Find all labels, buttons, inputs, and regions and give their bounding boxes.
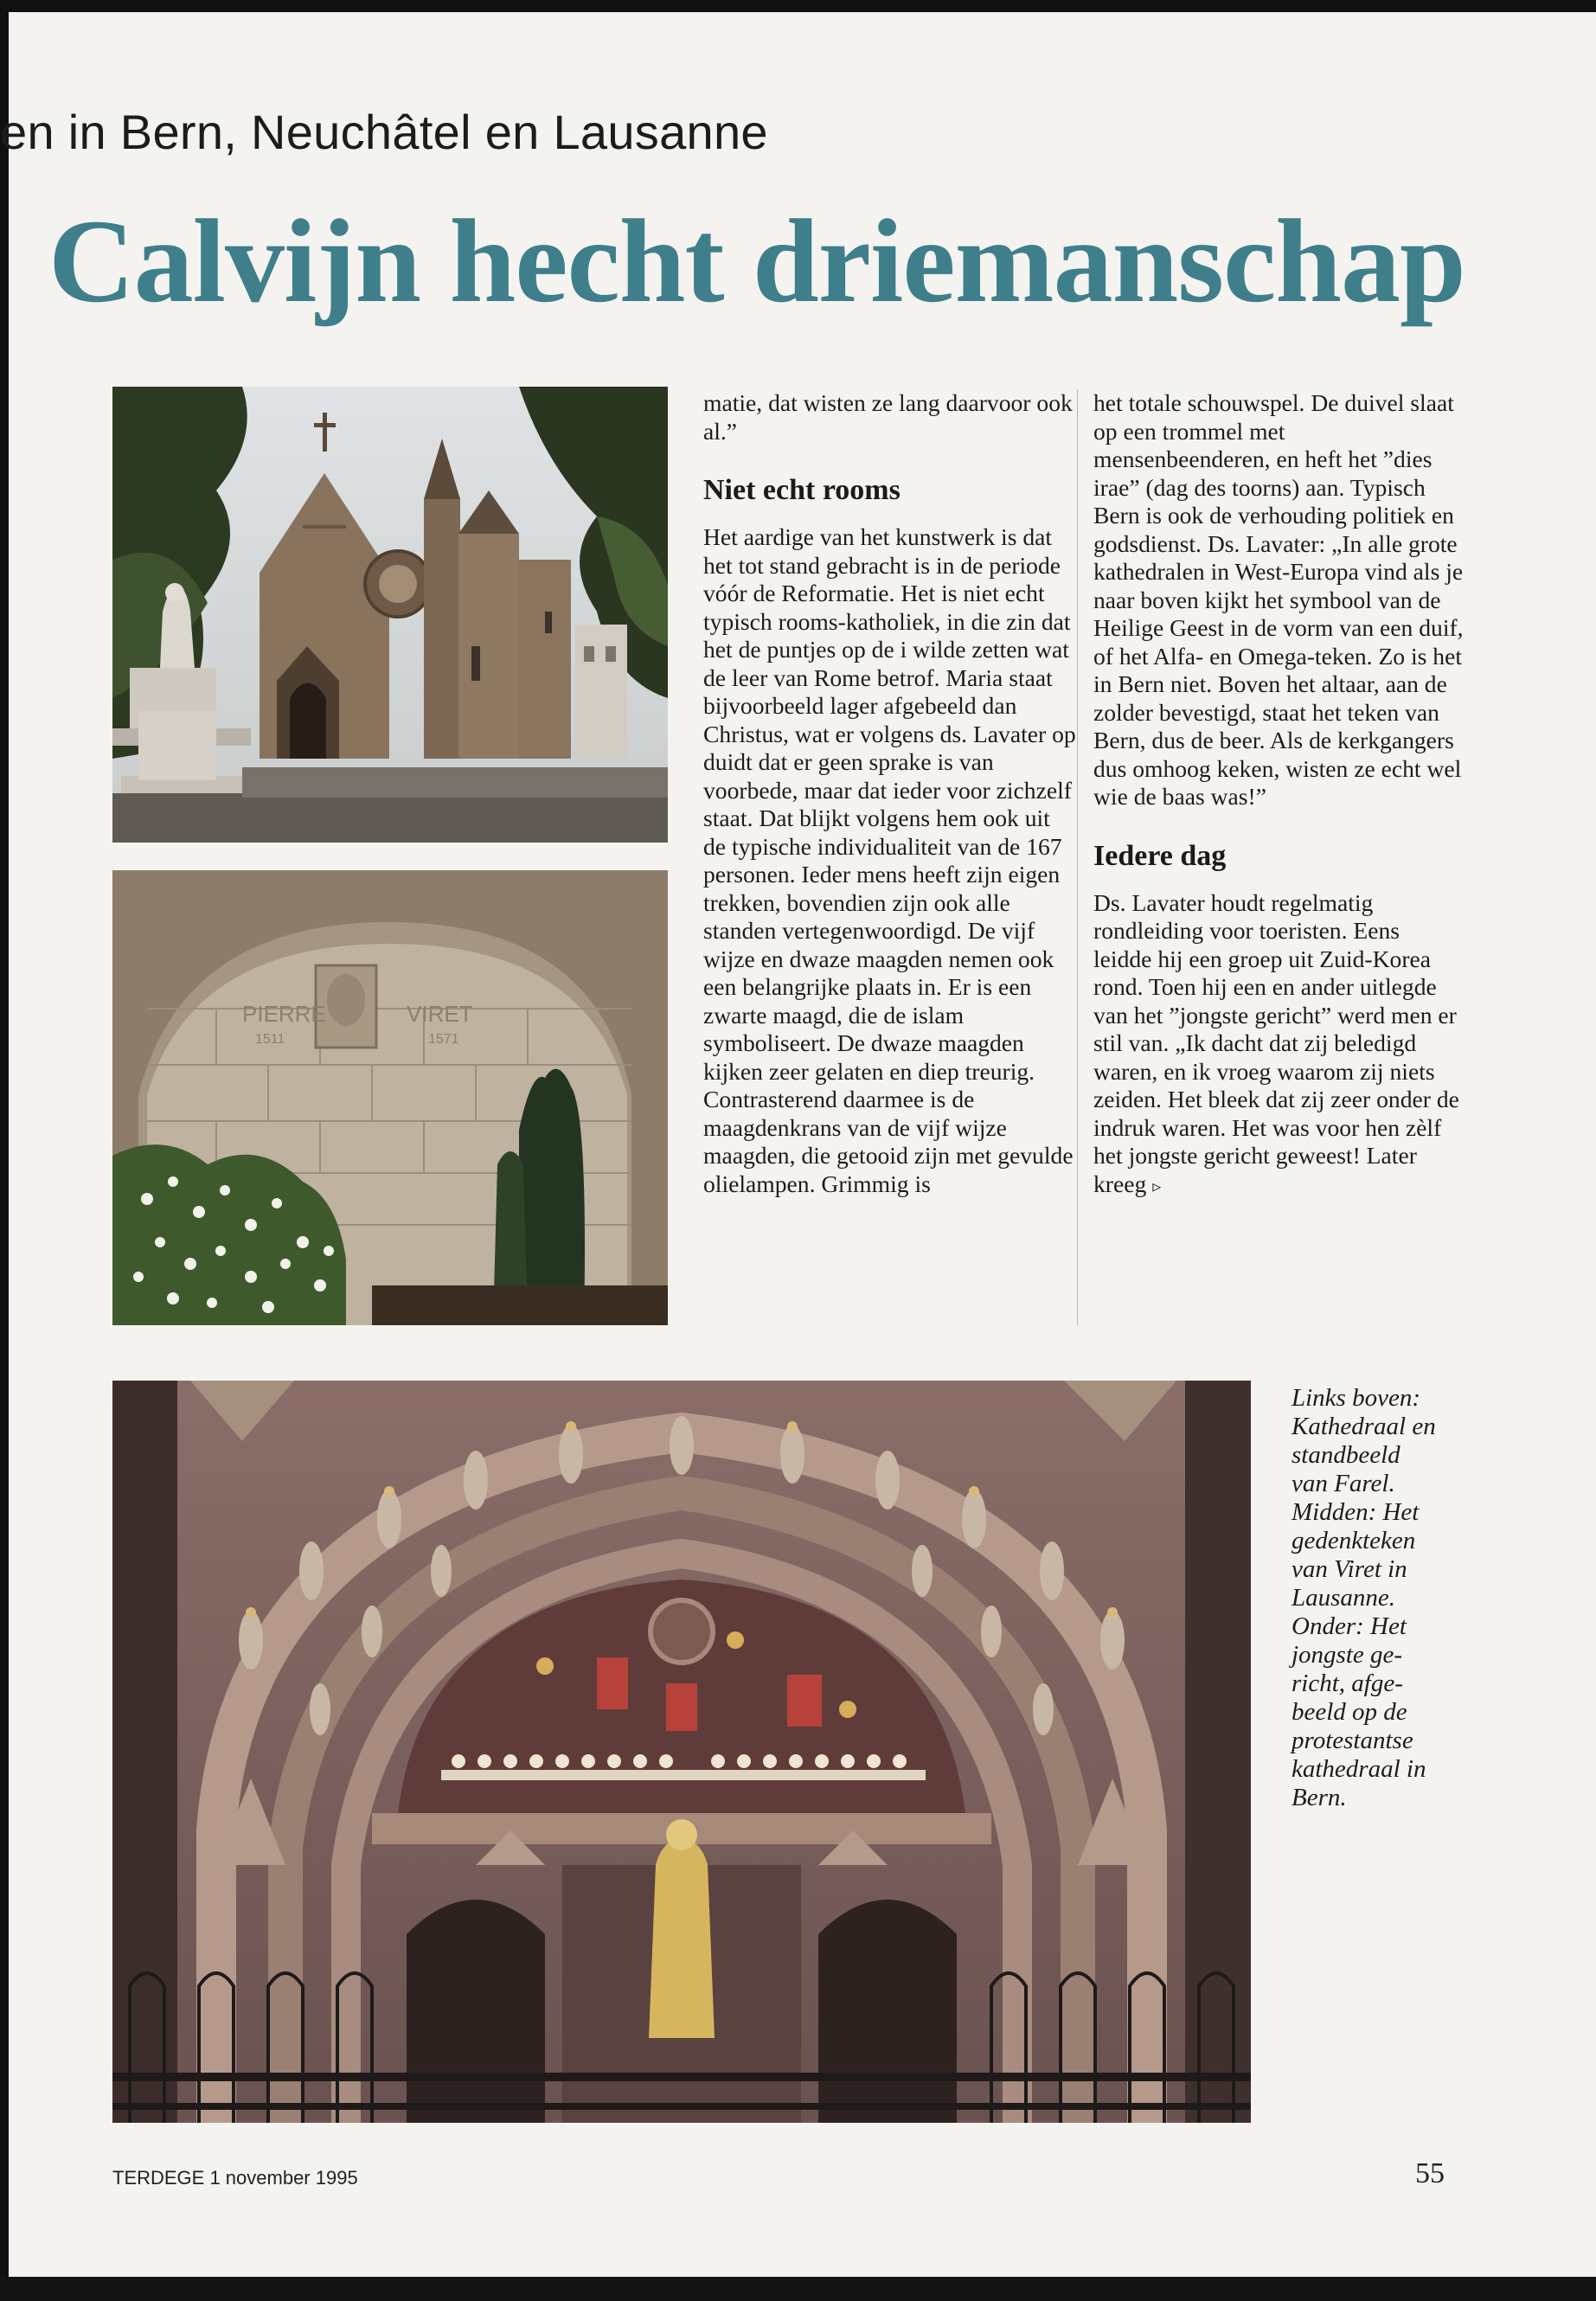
continue-arrow-icon: ▹: [1152, 1175, 1162, 1196]
caption-line: gedenkteken: [1292, 1527, 1416, 1554]
caption-line: jongste ge-: [1292, 1641, 1403, 1669]
column-divider: [1077, 389, 1078, 1325]
subhead-niet-echt-rooms: Niet echt rooms: [703, 474, 901, 506]
caption-line: Kathedraal en: [1292, 1413, 1436, 1440]
caption-line: protestantse: [1292, 1727, 1413, 1754]
subhead-iedere-dag: Iedere dag: [1093, 839, 1227, 872]
cathedral-illustration: [112, 387, 668, 843]
column2-body: [1093, 889, 1464, 1201]
column2-body-text: Ds. Lavater houdt regelmatig rondleiding voor toeristen. Eens leidde hij een groep uit Zuid-Korea rond. Toen hij een en ander uitlegde van het ”jongste gericht” werd men er stil van. „Ik dacht dat zij beledigd waren, en ik vroeg waarom zij niets zeiden. Het bleek dat zij zeer onder de indruk waren. Het was voor hen zèlf het jongste gericht geweest! Later kreeg: [1093, 888, 1459, 1197]
caption-line: Onder: Het: [1292, 1612, 1407, 1640]
scan-edge-left: [0, 0, 9, 2301]
memorial-inscription-right: VIRET: [407, 1001, 473, 1027]
caption-line: beeld op de: [1292, 1698, 1407, 1726]
photo-caption: [1292, 1384, 1465, 1812]
article-column-2: [1093, 389, 1464, 1200]
caption-line: kathedraal in: [1292, 1755, 1426, 1783]
caption-line: richt, afge-: [1292, 1670, 1403, 1697]
memorial-year-left: 1511: [255, 1032, 285, 1047]
column2-intro: het totale schouwspel. De duivel slaat op een trommel met mensenbeenderen, en heft het ”dies irae” (dag des toorns) aan. Typisch Bern is ook de verhouding politiek en godsdienst. Ds. Lavater: „In alle grote kathedralen in West-Europa vind als je naar boven kijkt het symbool van de Heilige Geest in de vorm van een duif, of het Alfa- en Omega-teken. Zo is het in Bern niet. Boven het altaar, aan de zolder bevestigd, staat het teken van Bern, dus de beer. Als de kerkgangers dus omhoog keken, wisten ze echt wel wie de baas was!”: [1093, 389, 1464, 810]
scan-edge-top: [0, 0, 1596, 12]
column1-intro: matie, dat wisten ze lang daarvoor ook al.”: [703, 389, 1073, 445]
kicker-line: en in Bern, Neuchâtel en Lausanne: [0, 105, 768, 159]
cathedral-photo: [112, 387, 668, 843]
portal-illustration: [112, 1381, 1251, 2123]
caption-line: van Viret in: [1292, 1555, 1407, 1583]
caption-line: Midden: Het: [1292, 1498, 1420, 1526]
memorial-illustration: [112, 870, 668, 1325]
memorial-year-right: 1571: [428, 1032, 459, 1047]
publication-footer: TERDEGE 1 november 1995: [112, 2167, 358, 2189]
caption-line: Links boven:: [1292, 1384, 1420, 1412]
caption-line: van Farel.: [1292, 1470, 1395, 1497]
caption-line: Bern.: [1292, 1784, 1347, 1811]
viret-memorial-photo: [112, 870, 668, 1325]
memorial-inscription-left: PIERRE: [242, 1001, 326, 1027]
page-title: Calvijn hecht driemanschap: [48, 195, 1465, 327]
scan-edge-bottom: [0, 2277, 1596, 2301]
last-judgment-portal-photo: [112, 1381, 1251, 2123]
column1-body: Het aardige van het kunstwerk is dat het tot stand gebracht is in de periode vóór de Reformatie. Het is niet echt typisch rooms-katholiek, in die zin dat het de puntjes op de i wilde zetten wat de leer van Rome betrof. Maria staat bijvoorbeeld lager afgebeeld dan Christus, wat er volgens ds. Lavater op duidt dat er geen sprake is van voorbede, maar dat ieder voor zichzelf staat. Dat blijkt volgens hem ook uit de typische individualiteit van de 167 personen. Ieder mens heeft zijn eigen trekken, bovendien zijn ook alle standen vertegenwoordigd. De vijf wijze en dwaze maagden nemen ook een belangrijke plaats in. Er is een zwarte maagd, die de islam symboliseert. De dwaze maagden kijken zeer gelaten en diep treurig. Contrasterend daarmee is de maagdenkrans van de vijf wijze maagden, die getooid zijn met gevulde olielampen. Grimmig is: [703, 523, 1076, 1197]
page-number: 55: [1415, 2157, 1445, 2189]
caption-line: Lausanne.: [1292, 1584, 1396, 1612]
article-column-1: [703, 389, 1077, 1198]
caption-line: standbeeld: [1292, 1441, 1401, 1469]
